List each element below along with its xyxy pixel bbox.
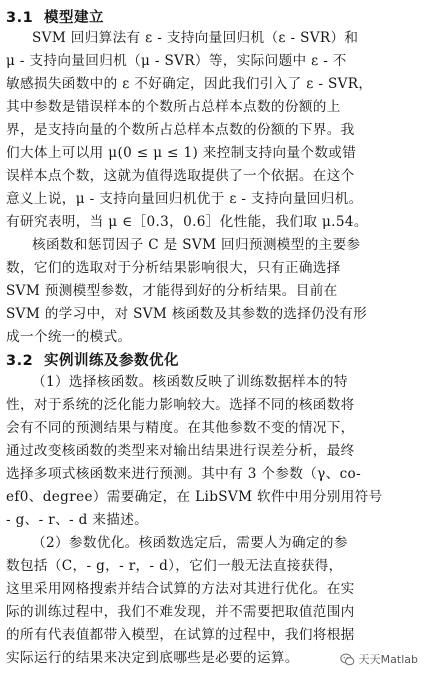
section-number: 3.1 xyxy=(6,10,34,26)
text-line: 选择多项式核函数来进行预测。其中有 3 个参数（γ、co- xyxy=(6,466,362,482)
section-heading-3-1 xyxy=(6,6,104,27)
text-line: 有研究表明，当 μ ∈［0.3，0.6］化性能，我们取 μ.54。 xyxy=(6,214,368,230)
text-line: 通过改变核函数的类型来对输出结果进行误差分析，最终 xyxy=(6,443,355,459)
text-line: 误样本点个数，这就为值得选取提供了一个依据。在这个 xyxy=(6,168,355,184)
text-line: 核函数和惩罚因子 C 是 SVM 回归预测模型的主要参 xyxy=(32,237,361,253)
text-line: 敏感损失函数中的 ε 不好确定，因此我们引入了 ε - SVR， xyxy=(6,76,373,92)
text-line: （2）参数优化。核函数选定后，需要人为确定的参 xyxy=(32,535,348,551)
text-line: - g、- r、- d 来描述。 xyxy=(6,512,149,528)
text-line: 会有不同的预测结果与精度。在其他参数不变的情况下， xyxy=(6,420,355,436)
text-line: ef0、degree）需要确定，在 LibSVM 软件中用分别用符号 xyxy=(6,489,383,505)
text-line: 际的训练过程中，我们不难发现，并不需要把取值范围内 xyxy=(6,604,355,620)
text-line: 们大体上可以用 μ(0 ≤ μ ≤ 1) 来控制支持向量个数或错 xyxy=(6,145,357,161)
text-line: 界，是支持向量的个数所占总样本点数的份额的下界。我 xyxy=(6,122,355,138)
text-line: SVM 的学习中，对 SVM 核函数及其参数的选择仍没有形 xyxy=(6,306,368,322)
text-line: 这里采用网格搜索并结合试算的方法对其进行优化。在实 xyxy=(6,581,355,597)
text-line: SVM 回归算法有 ε - 支持向量回归机（ε - SVR）和 xyxy=(32,30,359,46)
text-line: μ - 支持向量回归机（μ - SVR）等，实际问题中 ε - 不 xyxy=(6,53,347,69)
section-title: 实例训练及参数优化 xyxy=(44,353,179,369)
text-line: 数包括（C，- g，- r，- d），它们一般无法直接获得， xyxy=(6,558,343,574)
text-line: SVM 预测模型参数，才能得到好的分析结果。目前在 xyxy=(6,283,338,299)
section-number: 3.2 xyxy=(6,353,34,369)
text-line: 性，对于系统的泛化能力影响较大。选择不同的核函数将 xyxy=(6,397,355,413)
section-title: 模型建立 xyxy=(44,10,104,26)
section-heading-3-2 xyxy=(6,349,179,370)
text-line: 数，它们的选取对于分析结果影响很大，只有正确选择 xyxy=(6,260,341,276)
watermark xyxy=(338,650,420,668)
text-line: （1）选择核函数。核函数反映了训练数据样本的特 xyxy=(32,374,348,390)
text-line: 的所有代表值都带入模型，在试算的过程中，我们将根据 xyxy=(6,627,355,643)
text-line: 实际运行的结果来决定到底哪些是必要的运算。 xyxy=(6,650,299,666)
wechat-icon xyxy=(340,652,355,667)
text-line: 其中参数是错误样本的个数所占总样本点数的份额的上 xyxy=(6,99,341,115)
watermark-text: 天天Matlab xyxy=(358,653,418,666)
text-line: 成一个统一的模式。 xyxy=(6,329,132,345)
text-line: 意义上说，μ - 支持向量回归机优于 ε - 支持向量回归机。 xyxy=(6,191,363,207)
